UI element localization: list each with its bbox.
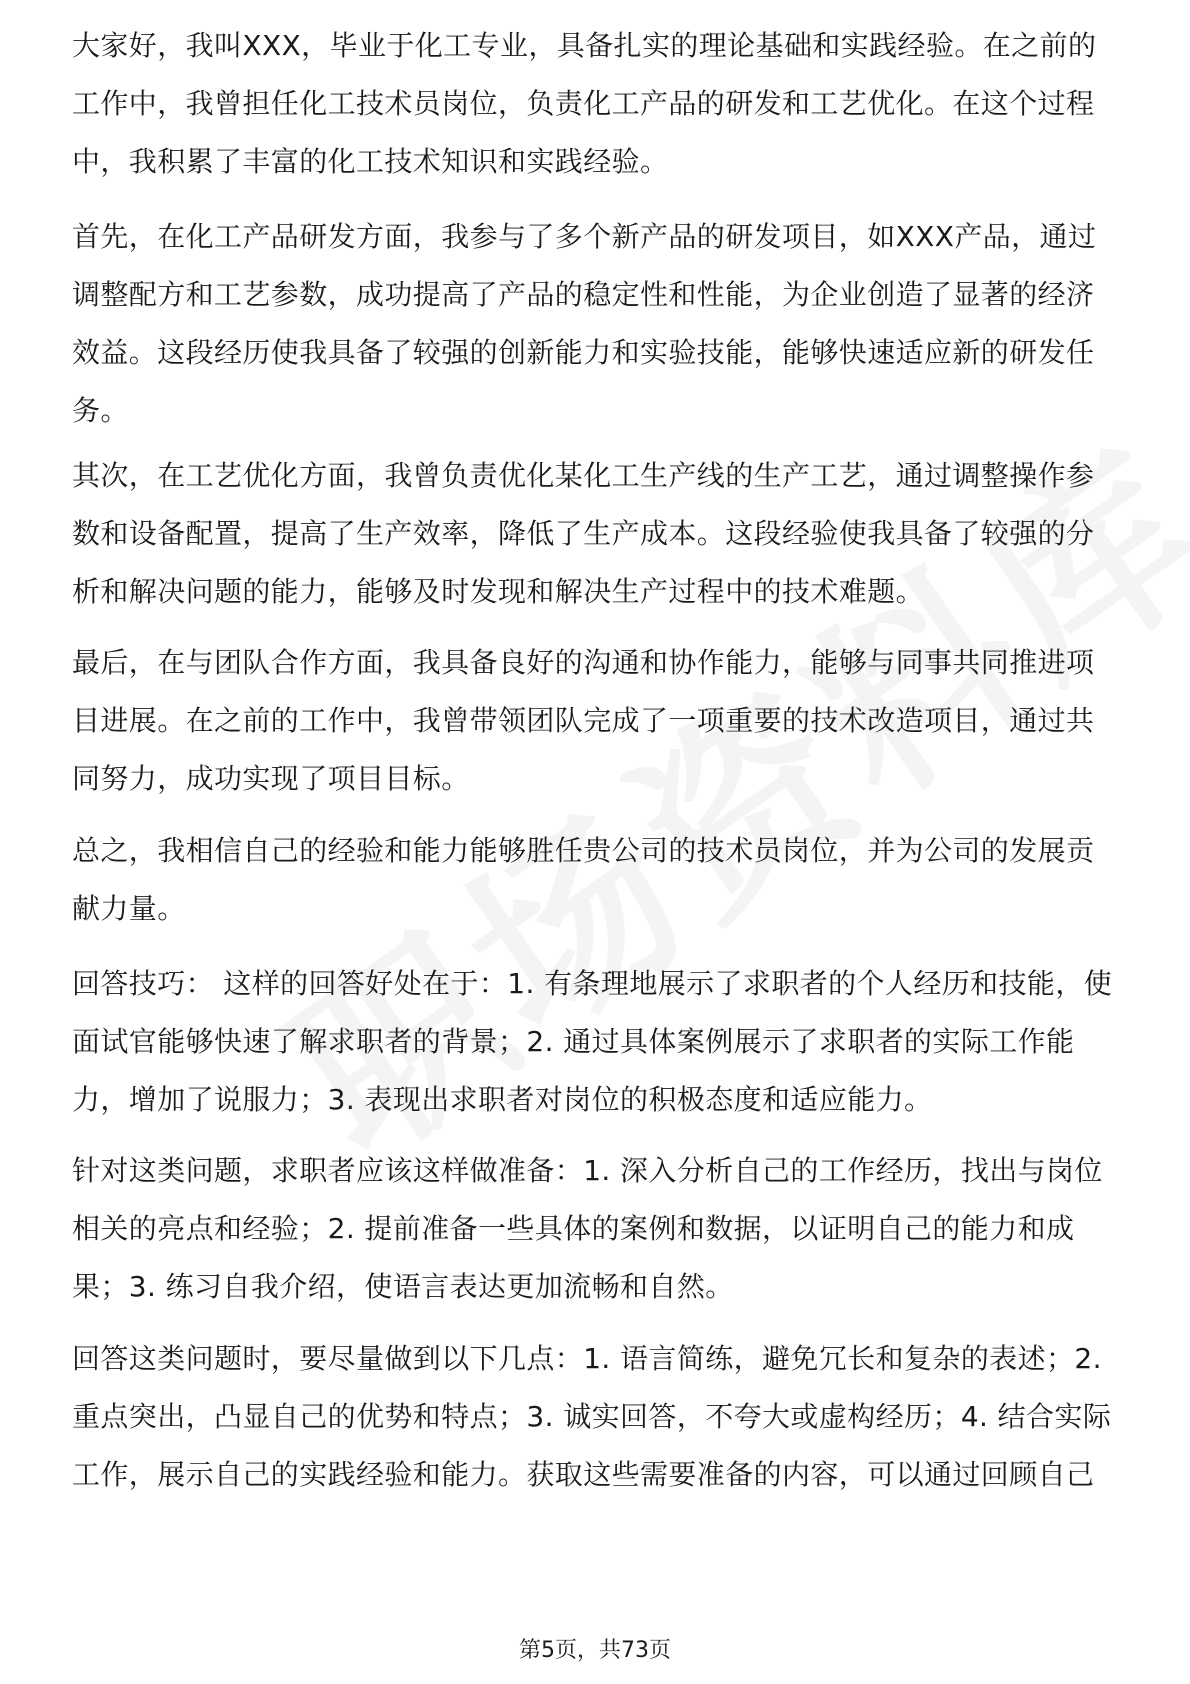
paragraph-intro: 大家好，我叫XXX，毕业于化工专业，具备扎实的理论基础和实践经验。在之前的工作中，我曾担任化工技术员岗位，负责化工产品的研发和工艺优化。在这个过程中，我积累了丰富的化工技术知识和实践经验。 <box>72 29 1097 178</box>
paragraph-answer-points: 回答这类问题时，要尽量做到以下几点：1. 语言简练，避免冗长和复杂的表述；2. 重点突出，凸显自己的优势和特点；3. 诚实回答，不夸大或虚构经历；4. 结合实际工作，展示自己的实践经验和能力。获取这些需要准备的内容，可以通过回顾自己 <box>72 1342 1112 1491</box>
page-number: 第5页，共73页 <box>519 1638 671 1663</box>
paragraph-conclusion: 总之，我相信自己的经验和能力能够胜任贵公司的技术员岗位，并为公司的发展贡献力量。 <box>72 834 1095 925</box>
paragraph-answer-tips: 回答技巧： 这样的回答好处在于：1. 有条理地展示了求职者的个人经历和技能，使面试官能够快速了解求职者的背景；2. 通过具体案例展示了求职者的实际工作能力，增加了说服力；3. 表现出求职者对岗位的积极态度和适应能力。 <box>72 967 1113 1116</box>
paragraph-preparation: 针对这类问题，求职者应该这样做准备：1. 深入分析自己的工作经历，找出与岗位相关的亮点和经验；2. 提前准备一些具体的案例和数据，以证明自己的能力和成果；3. 练习自我介绍，使语言表达更加流畅和自然。 <box>72 1154 1103 1303</box>
paragraph-research: 首先，在化工产品研发方面，我参与了多个新产品的研发项目，如XXX产品，通过调整配方和工艺参数，成功提高了产品的稳定性和性能，为企业创造了显著的经济效益。这段经历使我具备了较强的创新能力和实验技能，能够快速适应新的研发任务。 <box>72 220 1097 427</box>
paragraph-teamwork: 最后，在与团队合作方面，我具备良好的沟通和协作能力，能够与同事共同推进项目进展。在之前的工作中，我曾带领团队完成了一项重要的技术改造项目，通过共同努力，成功实现了项目目标。 <box>72 646 1095 795</box>
paragraph-process-optimization: 其次，在工艺优化方面，我曾负责优化某化工生产线的生产工艺，通过调整操作参数和设备配置，提高了生产效率，降低了生产成本。这段经验使我具备了较强的分析和解决问题的能力，能够及时发现和解决生产过程中的技术难题。 <box>72 459 1095 608</box>
